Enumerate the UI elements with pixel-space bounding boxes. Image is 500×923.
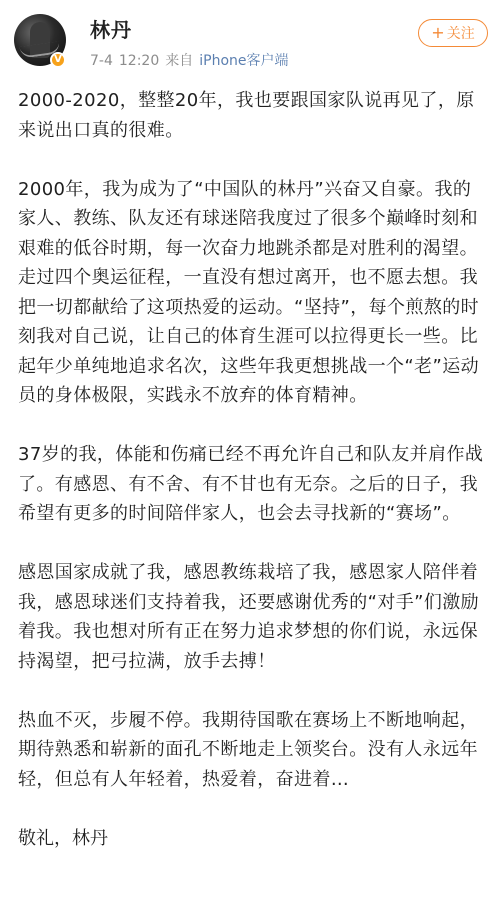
paragraph: 37岁的我，体能和伤痛已经不再允许自己和队友并肩作战了。有感恩、有不舍、有不甘也有无奈。之后的日子，我希望有更多的时间陪伴家人，也会去寻找新的“赛场”。 xyxy=(18,444,484,524)
post-date: 7-4 xyxy=(90,53,113,69)
paragraph: 感恩国家成就了我，感恩教练栽培了我，感恩家人陪伴着我，感恩球迷们支持着我，还要感谢优秀的“对手”们激励着我。我也想对所有正在努力追求梦想的你们说，永远保持渴望，把弓拉满，放手去搏！ xyxy=(18,562,480,672)
source-prefix: 来自 xyxy=(165,53,194,69)
paragraph: 2000-2020，整整20年，我也要跟国家队说再见了，原来说出口真的很难。 xyxy=(18,90,475,141)
post-body xyxy=(18,86,488,853)
follow-label: 关注 xyxy=(446,26,475,42)
plus-icon: + xyxy=(431,23,445,42)
verified-badge-icon: V xyxy=(50,52,66,68)
post-time: 12:20 xyxy=(118,53,160,69)
post-header xyxy=(0,0,500,80)
paragraph: 2000年，我为成为了“中国队的林丹”兴奋又自豪。我的家人、教练、队友还有球迷陪我度过了很多个巅峰时刻和艰难的低谷时期，每一次奋力地跳杀都是对胜利的渴望。走过四个奥运征程，一直没有想过离开，也不愿去想。我把一切都献给了这项热爱的运动。“坚持”，每个煎熬的时刻我对自己说，让自己的体育生涯可以拉得更长一些。比起年少单纯地追求名次，这些年我更想挑战一个“老”运动员的身体极限，实践永不放弃的体育精神。 xyxy=(18,178,480,406)
signoff: 敬礼，林丹 xyxy=(18,827,108,849)
author-name[interactable]: 林丹 xyxy=(90,18,132,42)
paragraph: 热血不灭，步履不停。我期待国歌在赛场上不断地响起，期待熟悉和崭新的面孔不断地走上领奖台。没有人永远年轻，但总有人年轻着，热爱着，奋进着… xyxy=(18,709,478,790)
post-meta xyxy=(90,50,295,70)
client-name: iPhone客户端 xyxy=(199,53,289,69)
follow-button[interactable] xyxy=(418,19,488,47)
